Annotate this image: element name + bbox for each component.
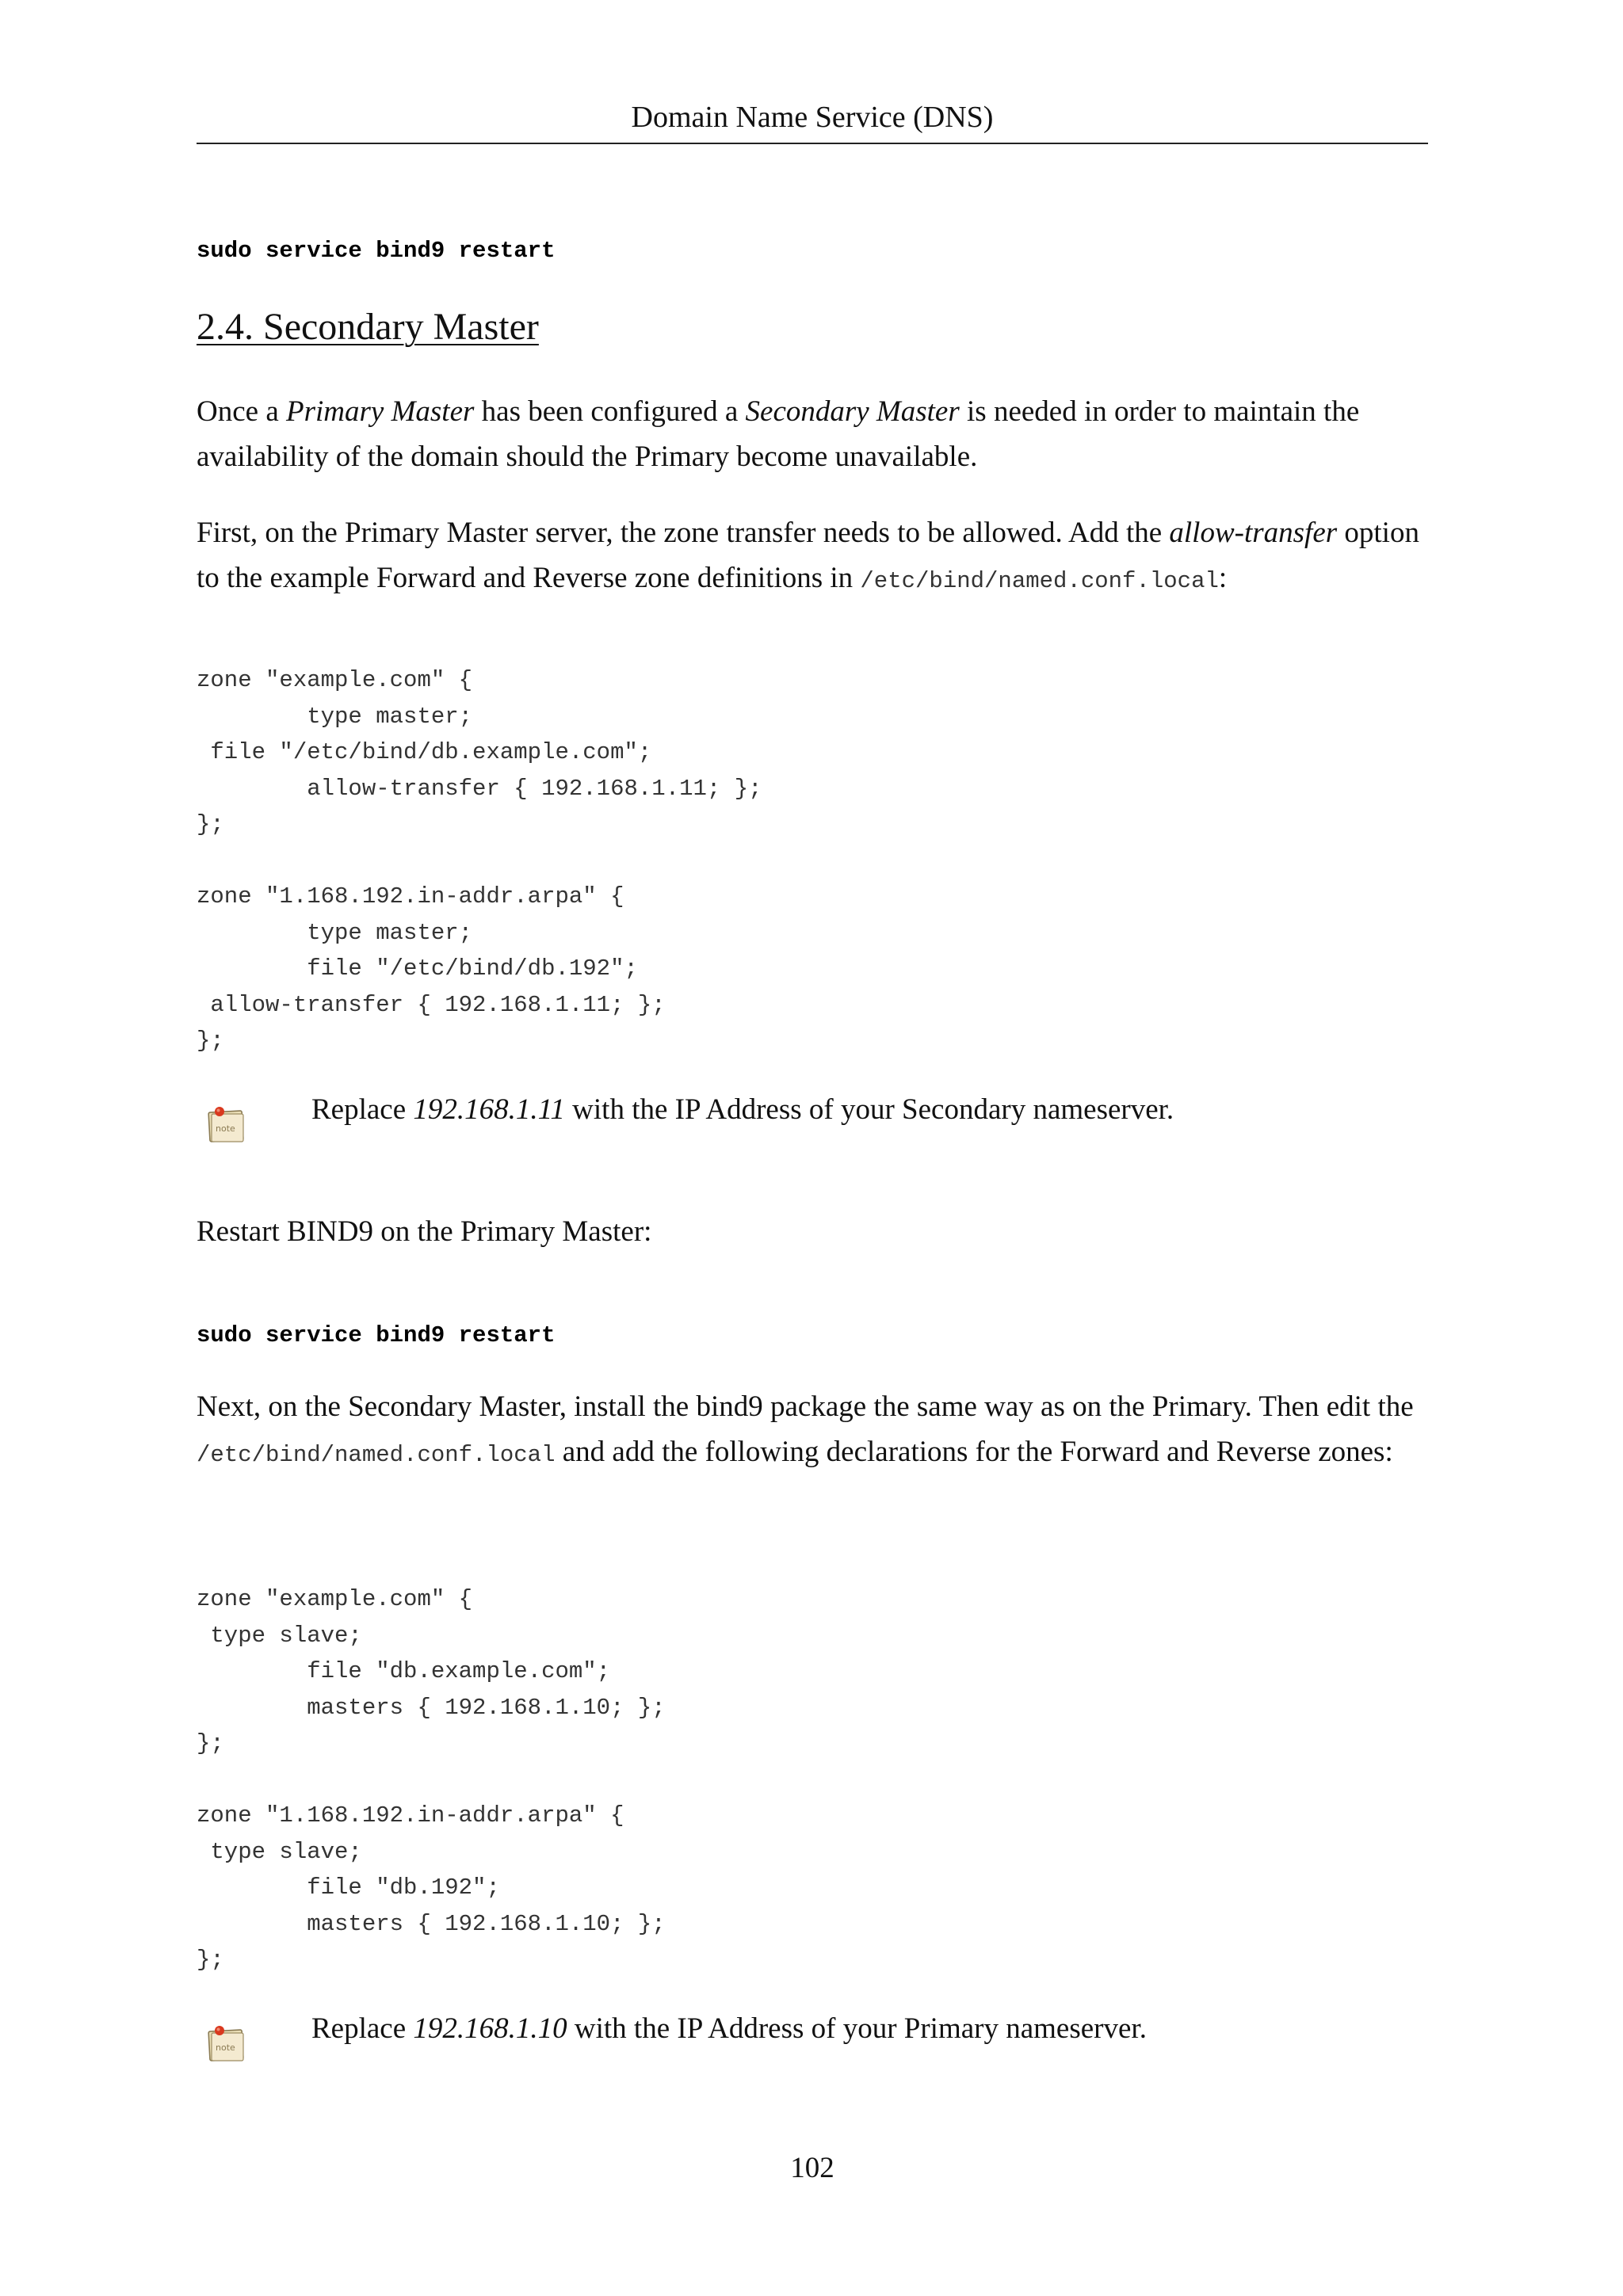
text-run: with the IP Address of your Primary nameserver. — [567, 2012, 1147, 2045]
note-callout-primary — [197, 2006, 1433, 2069]
note-text — [311, 2006, 1147, 2051]
note-icon — [206, 2023, 246, 2063]
code-block-primary-zones: zone "example.com" { type master; file "/etc/bind/db.example.com"; allow-transfer { 192.168.1.11; }; }; zone "1.168.192.in-addr.arpa" { type master; file "/etc/bind/db.192"; allow-transfer { 192.168.1.11; }; }; — [197, 667, 762, 1054]
paragraph-restart-primary: Restart BIND9 on the Primary Master: — [197, 1215, 652, 1248]
text-run: First, on the Primary Master server, the zone transfer needs to be allowed. Add the — [197, 517, 1170, 549]
text-run: with the IP Address of your Secondary nameserver. — [564, 1093, 1174, 1126]
emphasis-allow-transfer: allow-transfer — [1169, 517, 1338, 549]
note-text — [311, 1087, 1174, 1132]
text-run: Replace — [311, 1093, 414, 1126]
text-run: Next, on the Secondary Master, install the bind9 package the same way as on the Primary. Then edit the — [197, 1390, 1414, 1423]
paragraph-allow-transfer — [197, 510, 1433, 604]
running-header: Domain Name Service (DNS) — [631, 101, 994, 134]
text-run: is needed in order to maintain the availability of the domain should the Primary become unavailable. — [197, 395, 1360, 473]
text-run: Replace — [311, 2012, 414, 2045]
command-restart-bind9: sudo service bind9 restart — [197, 1322, 556, 1348]
note-icon — [206, 1104, 246, 1144]
emphasis-primary-master: Primary Master — [286, 395, 475, 428]
ip-address: 192.168.1.11 — [413, 1093, 565, 1126]
command-restart-bind9: sudo service bind9 restart — [197, 238, 556, 264]
header-divider — [197, 143, 1428, 144]
note-callout-secondary — [197, 1087, 1433, 1150]
svg-text:note: note — [216, 1123, 235, 1134]
svg-text:note: note — [216, 2042, 235, 2053]
text-run: has been configured a — [474, 395, 746, 428]
paragraph-intro — [197, 389, 1433, 479]
inline-code-path: /etc/bind/named.conf.local — [197, 1442, 556, 1468]
section-title: 2.4. Secondary Master — [197, 306, 539, 348]
emphasis-secondary-master: Secondary Master — [745, 395, 960, 428]
text-run: and add the following declarations for the Forward and Reverse zones: — [555, 1436, 1393, 1468]
ip-address: 192.168.1.10 — [413, 2012, 567, 2045]
paragraph-secondary-setup — [197, 1384, 1433, 1478]
text-run: : — [1218, 562, 1228, 594]
code-block-secondary-zones: zone "example.com" { type slave; file "db.example.com"; masters { 192.168.1.10; }; }; zone "1.168.192.in-addr.arpa" { type slave; file "db.192"; masters { 192.168.1.10; }; }; — [197, 1586, 666, 1973]
inline-code-path: /etc/bind/named.conf.local — [860, 568, 1219, 594]
page-number: 102 — [790, 2152, 834, 2184]
text-run: Once a — [197, 395, 286, 428]
text-run: option to the example Forward and Reverse zone definitions in — [197, 517, 1419, 594]
